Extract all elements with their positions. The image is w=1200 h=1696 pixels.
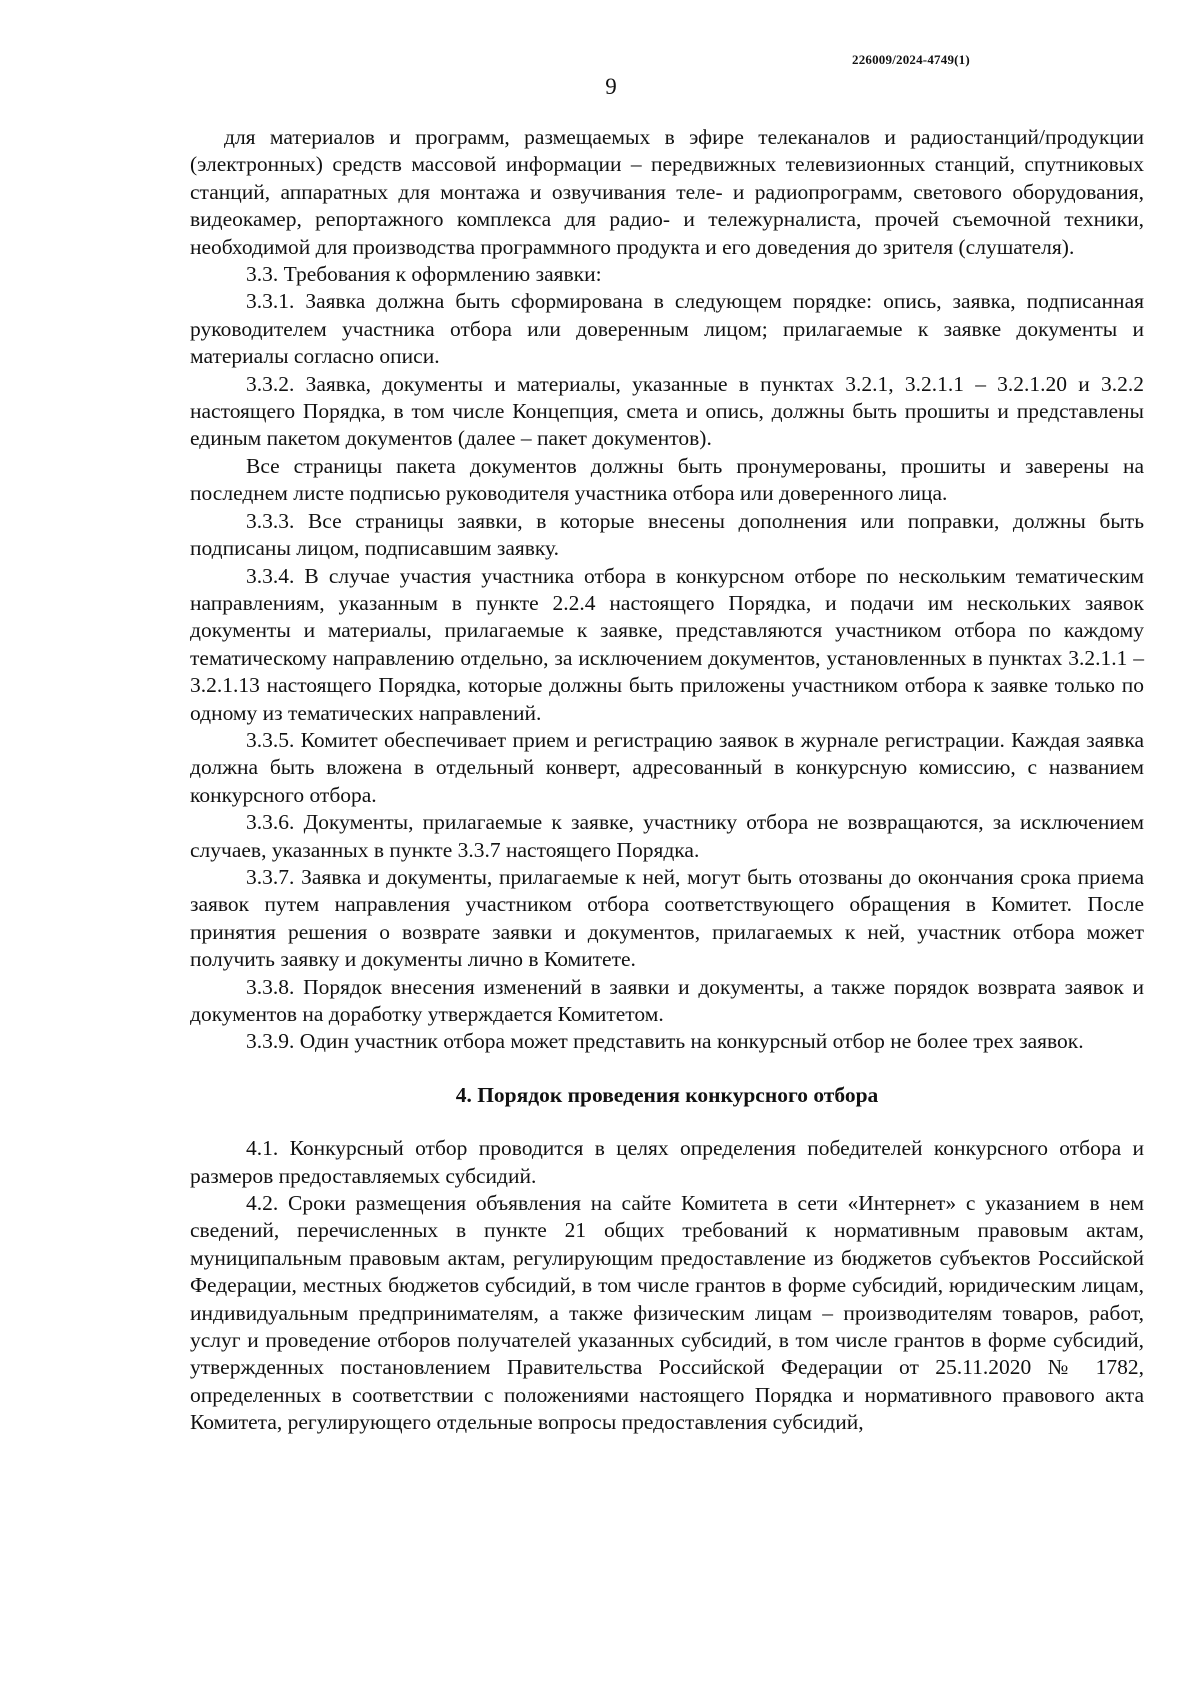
document-number: 226009/2024-4749(1) xyxy=(852,52,970,67)
paragraph-3-3-6: 3.3.6. Документы, прилагаемые к заявке, участнику отбора не возвращаются, за исключением случаев, указанных в пункте 3.3.7 настоящего Порядка. xyxy=(190,810,1144,862)
paragraph-3-3-7: 3.3.7. Заявка и документы, прилагаемые к ней, могут быть отозваны до окончания срока приема заявок путем направления участником отбора соответствующего обращения в Комитет. После принятия решения о возврате заявки и документов, прилагаемых к ней, участник отбора может получить заявку и документы лично в Комитете. xyxy=(190,864,1144,972)
paragraph-3-3-8: 3.3.8. Порядок внесения изменений в заявки и документы, а также порядок возврата заявок и документов на доработку утверждается Комитетом. xyxy=(190,974,1144,1026)
paragraph-3-3: 3.3. Требования к оформлению заявки: xyxy=(246,262,602,287)
paragraph-3-3-4: 3.3.4. В случае участия участника отбора в конкурсном отборе по нескольким тематическим направлениям, указанным в пункте 2.2.4 настоящего Порядка, и подачи им нескольких заявок документы и материалы, прилагаемые к заявке, представляются участником отбора по каждому тематическому направлению отдельно, за исключением документов, установленных в пунктах 3.2.1.1 – 3.2.1.13 настоящего Порядка, которые должны быть приложены участником отбора к заявке только по одному из тематических направлений. xyxy=(190,563,1144,725)
paragraph-continuation: для материалов и программ, размещаемых в эфире телеканалов и радиостанций/продукции (электронных) средств массовой информации – передвижных телевизионных станций, спутниковых станций, аппаратных для монтажа и озвучивания теле- и радиопрограмм, светового оборудования, видеокамер, репортажного комплекса для радио- и тележурналиста, прочей съемочной техники, необходимой для производства программного продукта и его доведения до зрителя (слушателя). xyxy=(190,125,1144,259)
section-heading: 4. Порядок проведения конкурсного отбора xyxy=(455,1082,879,1107)
paragraph-3-3-2: 3.3.2. Заявка, документы и материалы, указанные в пунктах 3.2.1, 3.2.1.1 – 3.2.1.20 и 3.2.2 настоящего Порядка, в том числе Концепция, смета и опись, должны быть прошиты и представлены единым пакетом документов (далее – пакет документов). xyxy=(190,371,1144,451)
page-number: 9 xyxy=(605,74,617,99)
paragraph-3-3-3: 3.3.3. Все страницы заявки, в которые внесены дополнения или поправки, должны быть подписаны лицом, подписавшим заявку. xyxy=(190,508,1144,561)
paragraph-4-1: 4.1. Конкурсный отбор проводится в целях определения победителей конкурсного отбора и размеров предоставляемых субсидий. xyxy=(190,1136,1144,1188)
paragraph-3-3-5: 3.3.5. Комитет обеспечивает прием и регистрацию заявок в журнале регистрации. Каждая заявка должна быть вложена в отдельный конверт, адресованный в конкурсную комиссию, с названием конкурсного отбора. xyxy=(190,727,1144,807)
paragraph-3-3-2-pages: Все страницы пакета документов должны быть пронумерованы, прошиты и заверены на последнем листе подписью руководителя участника отбора или доверенного лица. xyxy=(190,453,1144,506)
paragraph-3-3-1: 3.3.1. Заявка должна быть сформирована в следующем порядке: опись, заявка, подписанная руководителем участника отбора или доверенным лицом; прилагаемые к заявке документы и материалы согласно описи. xyxy=(190,289,1144,369)
paragraph-4-2: 4.2. Сроки размещения объявления на сайте Комитета в сети «Интернет» с указанием в нем сведений, перечисленных в пункте 21 общих требований к нормативным правовым актам, муниципальным правовым актам, регулирующим предоставление из бюджетов субъектов Российской Федерации, местных бюджетов субсидий, в том числе грантов в форме субсидий, юридическим лицам, индивидуальным предпринимателям, а также физическим лицам – производителям товаров, работ, услуг и проведение отборов получателей указанных субсидий, в том числе грантов в форме субсидий, утвержденных постановлением Правительства Российской Федерации от 25.11.2020 № 1782, определенных в соответствии с положениями настоящего Порядка и нормативного правового акта Комитета, регулирующего отдельные вопросы предоставления субсидий, xyxy=(190,1191,1144,1435)
paragraph-3-3-9: 3.3.9. Один участник отбора может представить на конкурсный отбор не более трех заявок. xyxy=(246,1029,1084,1054)
document-body xyxy=(190,124,1144,1437)
